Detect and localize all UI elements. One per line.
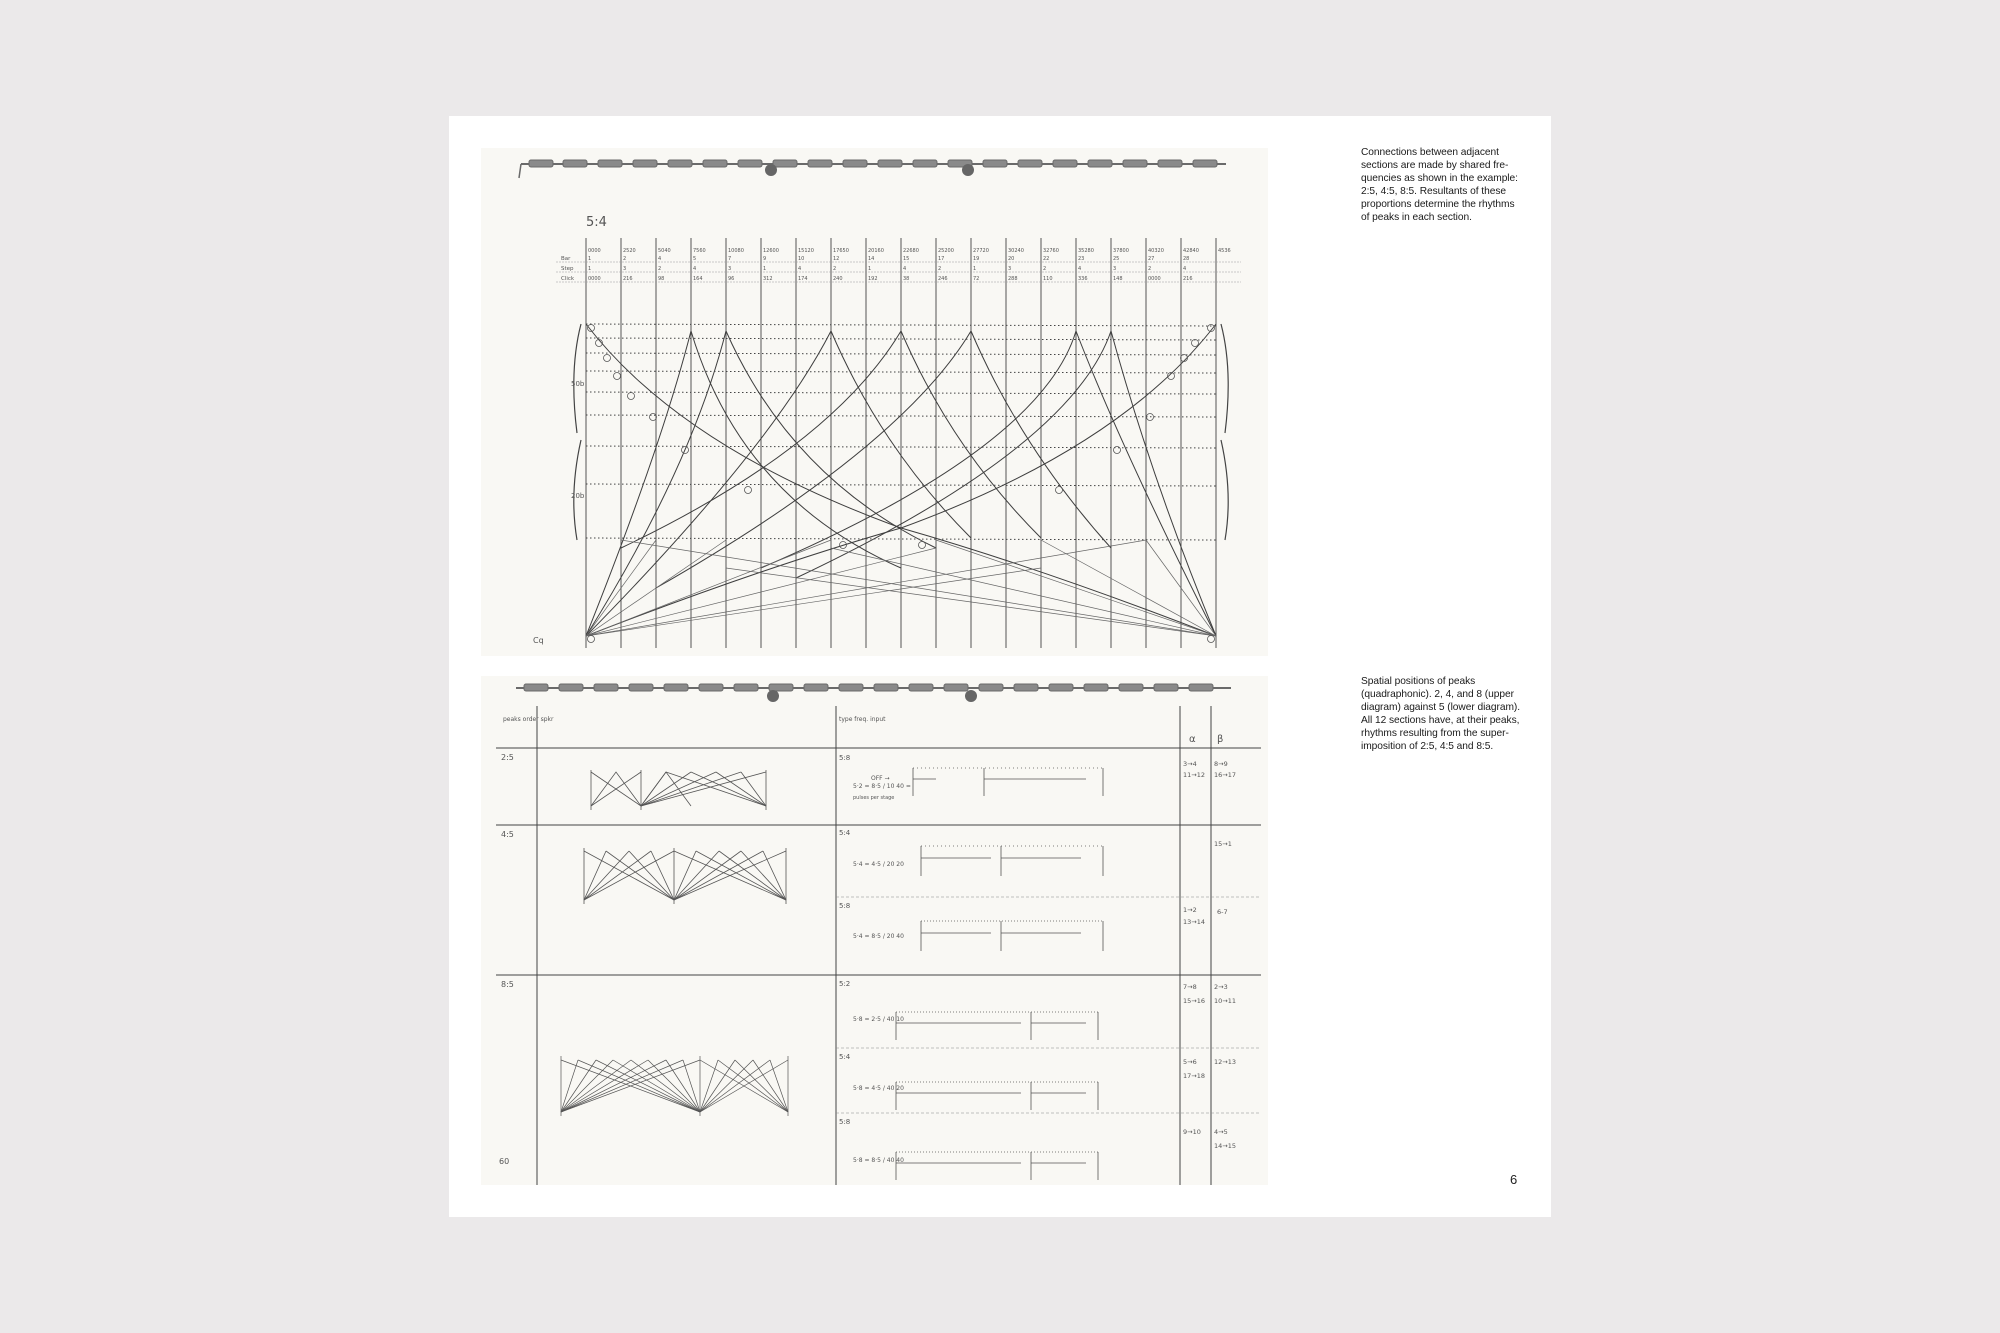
svg-text:37800: 37800: [1113, 248, 1129, 254]
svg-text:3: 3: [1113, 266, 1117, 272]
svg-text:42840: 42840: [1183, 248, 1199, 254]
svg-text:4: 4: [658, 256, 662, 262]
ruler: [896, 1152, 1098, 1180]
svg-text:6-7: 6-7: [1217, 908, 1228, 916]
svg-text:28: 28: [1183, 256, 1190, 262]
footer-label: 60: [499, 1157, 510, 1166]
lower-score-scan: [481, 676, 1268, 1185]
svg-text:4→5: 4→5: [1214, 1128, 1228, 1136]
svg-text:8→9: 8→9: [1214, 760, 1228, 768]
svg-text:2: 2: [623, 256, 627, 262]
corner-label: Cq: [533, 636, 544, 645]
svg-text:288: 288: [1008, 276, 1018, 282]
svg-text:14→15: 14→15: [1214, 1142, 1236, 1150]
svg-text:5:8: 5:8: [839, 754, 851, 762]
svg-text:3→4: 3→4: [1183, 760, 1197, 768]
svg-text:0000: 0000: [1148, 276, 1161, 282]
svg-text:25: 25: [1113, 256, 1120, 262]
svg-text:5:4: 5:4: [839, 1053, 851, 1061]
svg-text:7: 7: [728, 256, 732, 262]
svg-text:1: 1: [868, 266, 872, 272]
header-beta: β: [1217, 734, 1224, 745]
svg-text:1→2: 1→2: [1183, 906, 1197, 914]
svg-text:12600: 12600: [763, 248, 779, 254]
svg-text:240: 240: [833, 276, 843, 282]
svg-text:110: 110: [1043, 276, 1053, 282]
svg-text:2520: 2520: [623, 248, 636, 254]
svg-text:1: 1: [973, 266, 977, 272]
svg-text:5:4: 5:4: [839, 829, 851, 837]
svg-text:12: 12: [833, 256, 840, 262]
svg-text:20160: 20160: [868, 248, 884, 254]
column-values: [588, 248, 1231, 282]
svg-text:5: 5: [693, 256, 697, 262]
svg-text:164: 164: [693, 276, 703, 282]
svg-text:2: 2: [1148, 266, 1152, 272]
svg-text:1: 1: [588, 256, 592, 262]
input-ratios: [839, 754, 851, 1126]
spiral-binding: [516, 684, 1231, 702]
svg-text:5:8: 5:8: [839, 902, 851, 910]
svg-text:38: 38: [903, 276, 910, 282]
ruler: [896, 1012, 1098, 1040]
svg-text:5→6: 5→6: [1183, 1058, 1197, 1066]
svg-text:20: 20: [1008, 256, 1015, 262]
lower-score-diagram: [481, 676, 1268, 1185]
ruler: [921, 921, 1103, 951]
peak-diagram-2-5: [591, 770, 766, 810]
svg-text:0000: 0000: [588, 248, 601, 254]
svg-text:5:2: 5:2: [839, 980, 851, 988]
svg-text:Bar: Bar: [561, 256, 571, 262]
svg-text:30240: 30240: [1008, 248, 1024, 254]
svg-text:98: 98: [658, 276, 665, 282]
svg-text:7560: 7560: [693, 248, 706, 254]
svg-text:2: 2: [658, 266, 662, 272]
svg-text:2→3: 2→3: [1214, 983, 1228, 991]
svg-text:14: 14: [868, 256, 875, 262]
svg-text:3: 3: [623, 266, 627, 272]
section-ratio: 4:5: [501, 830, 514, 839]
alpha-beta-values: [1183, 760, 1236, 1150]
svg-text:13→14: 13→14: [1183, 918, 1205, 926]
section-ratio: 2:5: [501, 753, 514, 762]
svg-text:10→11: 10→11: [1214, 997, 1236, 1005]
svg-text:32760: 32760: [1043, 248, 1059, 254]
svg-text:15: 15: [903, 256, 910, 262]
row-labels: [561, 256, 575, 282]
svg-text:5·4 = 8·5 / 20 40: 5·4 = 8·5 / 20 40: [853, 933, 904, 940]
svg-text:5·8 = 8·5 / 40 40: 5·8 = 8·5 / 40 40: [853, 1157, 904, 1164]
svg-text:246: 246: [938, 276, 948, 282]
spiral-binding: [519, 160, 1226, 178]
upper-score-scan: [481, 148, 1268, 656]
svg-text:4: 4: [903, 266, 907, 272]
svg-text:OFF →: OFF →: [871, 775, 890, 782]
svg-text:27: 27: [1148, 256, 1155, 262]
svg-text:15→16: 15→16: [1183, 997, 1205, 1005]
svg-text:5·4 = 4·5 / 20 20: 5·4 = 4·5 / 20 20: [853, 861, 904, 868]
svg-text:1: 1: [763, 266, 767, 272]
svg-text:5·2 = 8·5 / 10 40 =: 5·2 = 8·5 / 10 40 =: [853, 783, 911, 790]
section-ratio: 8:5: [501, 980, 514, 989]
svg-text:pulses per stage: pulses per stage: [853, 795, 895, 801]
svg-text:17→18: 17→18: [1183, 1072, 1205, 1080]
upper-score-diagram: [481, 148, 1268, 656]
svg-text:22680: 22680: [903, 248, 919, 254]
ratio-label: 5:4: [586, 215, 607, 230]
svg-text:72: 72: [973, 276, 980, 282]
svg-text:4: 4: [1183, 266, 1187, 272]
svg-text:216: 216: [1183, 276, 1193, 282]
svg-text:Click: Click: [561, 276, 575, 282]
svg-text:27720: 27720: [973, 248, 989, 254]
svg-text:312: 312: [763, 276, 773, 282]
page-number: 6: [1510, 1172, 1518, 1187]
svg-text:35280: 35280: [1078, 248, 1094, 254]
svg-text:0000: 0000: [588, 276, 601, 282]
peak-diagram-4-5: [584, 848, 786, 904]
svg-text:19: 19: [973, 256, 980, 262]
svg-text:336: 336: [1078, 276, 1088, 282]
svg-text:96: 96: [728, 276, 735, 282]
svg-text:2: 2: [833, 266, 837, 272]
svg-text:4536: 4536: [1218, 248, 1231, 254]
svg-text:3: 3: [1008, 266, 1012, 272]
ruler: [896, 1082, 1098, 1110]
header-mid: type freq. input: [839, 716, 886, 723]
svg-text:2: 2: [1043, 266, 1047, 272]
svg-text:22: 22: [1043, 256, 1050, 262]
svg-text:148: 148: [1113, 276, 1123, 282]
svg-text:17: 17: [938, 256, 945, 262]
svg-text:7→8: 7→8: [1183, 983, 1197, 991]
svg-text:25200: 25200: [938, 248, 954, 254]
fractions: [853, 775, 911, 1164]
svg-text:174: 174: [798, 276, 808, 282]
svg-text:23: 23: [1078, 256, 1085, 262]
svg-text:5·8 = 4·5 / 40 20: 5·8 = 4·5 / 40 20: [853, 1085, 904, 1092]
svg-text:5·8 = 2·5 / 40 10: 5·8 = 2·5 / 40 10: [853, 1016, 904, 1023]
peak-diagram-8-5: [561, 1056, 788, 1116]
svg-text:12→13: 12→13: [1214, 1058, 1236, 1066]
column-lines: [586, 238, 1216, 648]
svg-text:16→17: 16→17: [1214, 771, 1236, 779]
svg-text:11→12: 11→12: [1183, 771, 1205, 779]
svg-text:216: 216: [623, 276, 633, 282]
svg-text:2: 2: [938, 266, 942, 272]
svg-text:5040: 5040: [658, 248, 671, 254]
header-alpha: α: [1189, 734, 1196, 745]
ruler: [921, 846, 1103, 876]
svg-text:15→1: 15→1: [1214, 840, 1232, 848]
caption-upper: Connections between adjacent sections are made by shared fre- quencies as shown in the example: 2:5, 4:5, 8:5. Resultants of these proportions determine the rhythms of peaks in each section.: [1361, 147, 1518, 223]
bracket-label: 50b: [571, 380, 585, 388]
ruler: [913, 768, 1103, 796]
header-left: peaks order spkr: [503, 716, 554, 723]
svg-text:10080: 10080: [728, 248, 744, 254]
svg-text:4: 4: [693, 266, 697, 272]
svg-text:3: 3: [728, 266, 732, 272]
svg-text:9→10: 9→10: [1183, 1128, 1201, 1136]
svg-text:4: 4: [798, 266, 802, 272]
svg-text:40320: 40320: [1148, 248, 1164, 254]
svg-text:9: 9: [763, 256, 767, 262]
svg-text:Step: Step: [561, 266, 574, 272]
svg-text:5:8: 5:8: [839, 1118, 851, 1126]
svg-text:192: 192: [868, 276, 878, 282]
svg-text:17650: 17650: [833, 248, 849, 254]
svg-text:10: 10: [798, 256, 805, 262]
svg-text:1: 1: [588, 266, 592, 272]
bracket-label: 20b: [571, 492, 585, 500]
rhythm-rulers: [896, 768, 1103, 1180]
svg-text:4: 4: [1078, 266, 1082, 272]
caption-lower: Spatial positions of peaks (quadraphonic). 2, 4, and 8 (upper diagram) against 5 (lower diagram). All 12 sections have, at their peaks, rhythms resulting from the super- imposition of 2:5, 4:5 and 8:5.: [1361, 676, 1521, 752]
svg-text:15120: 15120: [798, 248, 814, 254]
